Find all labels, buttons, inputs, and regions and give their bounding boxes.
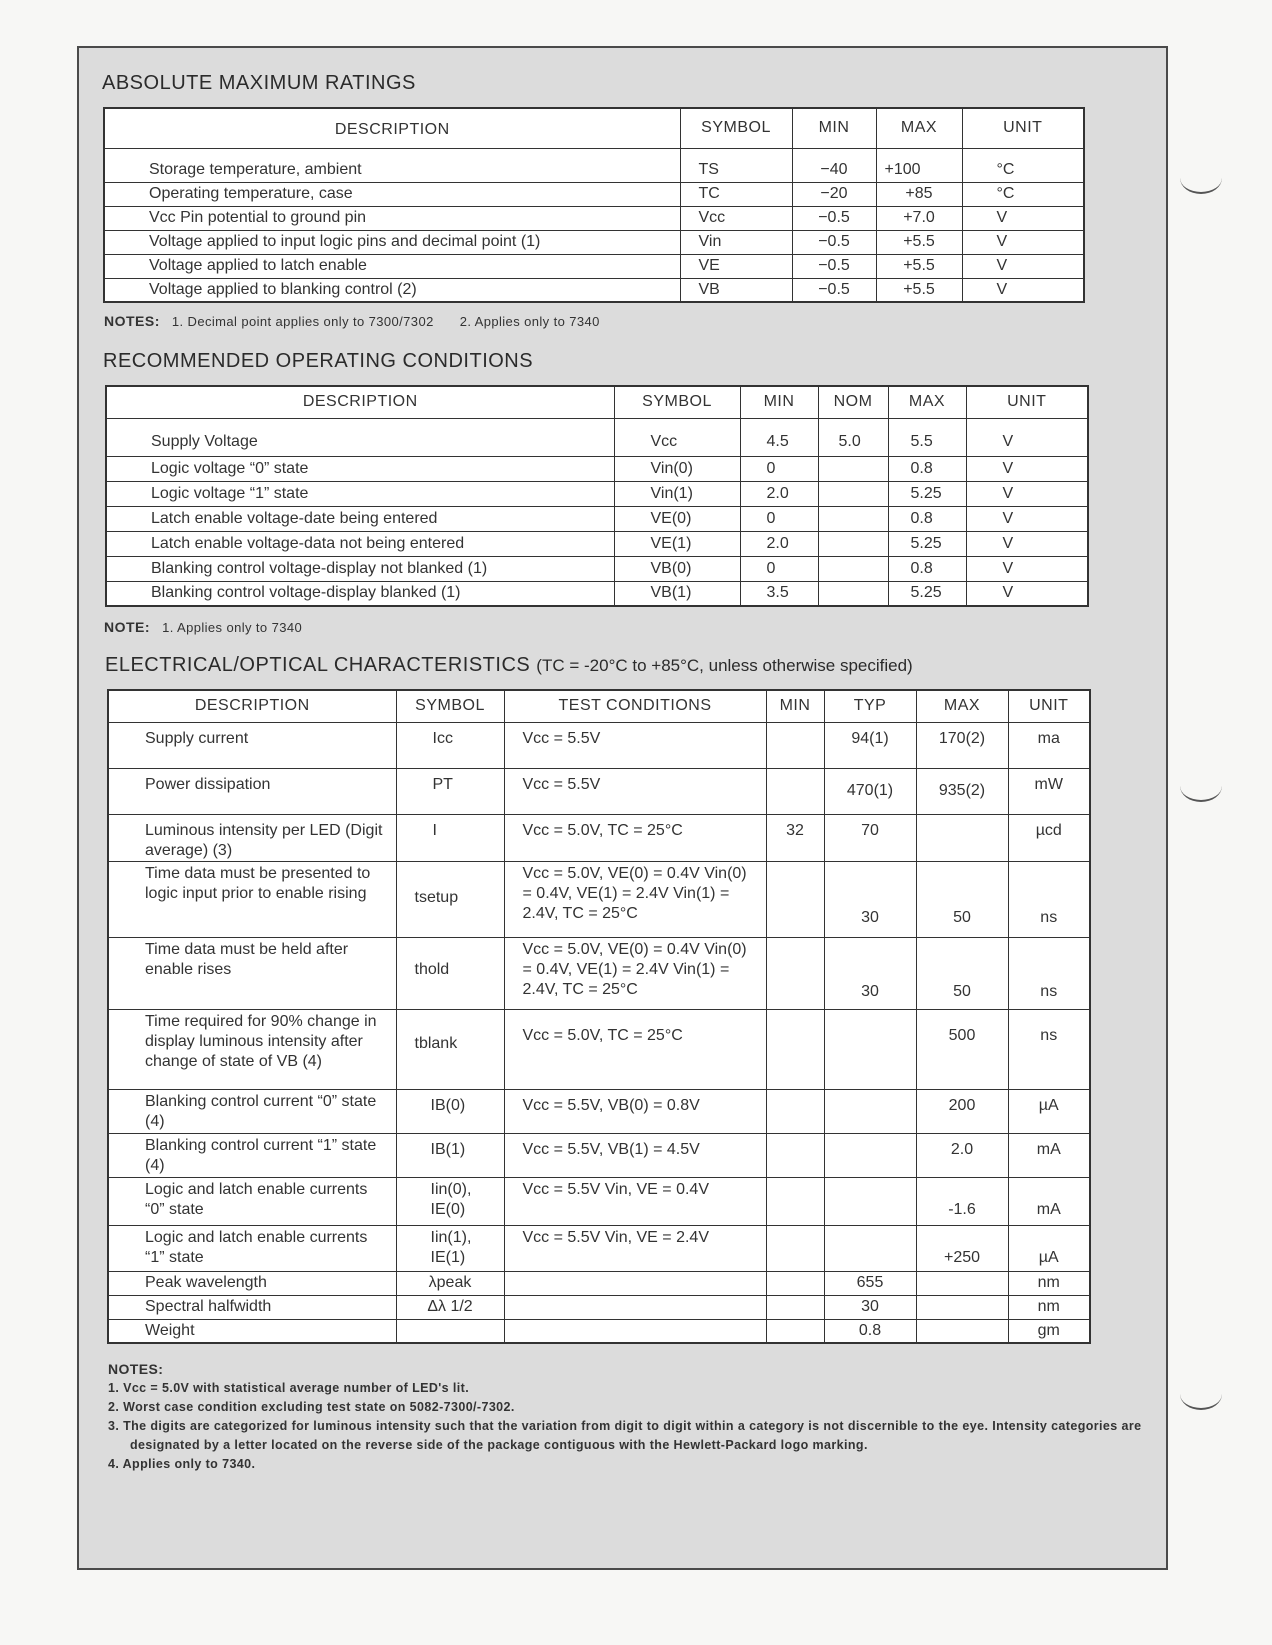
table-row: [104, 230, 1084, 254]
cell-symbol: VB(0): [614, 556, 740, 581]
cell-test-conditions: Vcc = 5.5V: [504, 722, 766, 768]
cell-symbol: IB(0): [396, 1089, 504, 1133]
cell-unit: V: [962, 278, 1084, 302]
cell-unit: V: [966, 531, 1088, 556]
cell-description: Blanking control voltage-display blanked (1): [106, 581, 614, 606]
cell-description: Logic and latch enable currents “0” state: [108, 1177, 396, 1225]
cell-min: 0: [740, 506, 818, 531]
cell-min: −0.5: [792, 206, 876, 230]
cell-description: Weight: [108, 1319, 396, 1343]
elec-table: [107, 689, 1091, 1344]
cell-min: [766, 1133, 824, 1177]
cell-typ: [824, 1089, 916, 1133]
cell-description: Voltage applied to latch enable: [104, 254, 680, 278]
cell-nom: 5.0: [818, 418, 888, 456]
note-item: 2. Applies only to 7340: [459, 314, 600, 329]
table-row: [104, 254, 1084, 278]
cell-min: 3.5: [740, 581, 818, 606]
table-row: [104, 278, 1084, 302]
cell-description: Vcc Pin potential to ground pin: [104, 206, 680, 230]
cell-description: Blanking control current “0” state (4): [108, 1089, 396, 1133]
cell-max: 5.25: [888, 531, 966, 556]
cell-symbol: tblank: [396, 1009, 504, 1089]
note-item: 1. Decimal point applies only to 7300/7302: [171, 314, 434, 329]
note-item: 2. Worst case condition excluding test state on 5082-7300/-7302.: [108, 1400, 515, 1414]
col-header: TYP: [824, 690, 916, 722]
cell-test-conditions: Vcc = 5.0V, VE(0) = 0.4V Vin(0) = 0.4V, VE(1) = 2.4V Vin(1) = 2.4V, TC = 25°C: [504, 937, 766, 1009]
cell-unit: ma: [1008, 722, 1090, 768]
cell-max: 0.8: [888, 456, 966, 481]
cell-unit: V: [962, 230, 1084, 254]
cell-max: 935(2): [916, 768, 1008, 814]
cell-min: [766, 1295, 824, 1319]
cell-typ: 30: [824, 1295, 916, 1319]
cell-test-conditions: [504, 1295, 766, 1319]
cell-description: Supply Voltage: [106, 418, 614, 456]
cell-typ: 70: [824, 814, 916, 861]
cell-description: Supply current: [108, 722, 396, 768]
cell-description: Logic voltage “1” state: [106, 481, 614, 506]
cell-typ: 94(1): [824, 722, 916, 768]
cell-min: [766, 1089, 824, 1133]
cell-max: +5.5: [876, 278, 962, 302]
cell-max: -1.6: [916, 1177, 1008, 1225]
col-header: UNIT: [962, 108, 1084, 148]
cell-unit: gm: [1008, 1319, 1090, 1343]
table-row: [108, 722, 1090, 768]
cell-min: [766, 937, 824, 1009]
col-header: MAX: [888, 386, 966, 418]
cell-max: +85: [876, 182, 962, 206]
table-row: [108, 1133, 1090, 1177]
cell-description: Power dissipation: [108, 768, 396, 814]
elec-title: [105, 654, 913, 677]
cell-symbol: Δλ 1/2: [396, 1295, 504, 1319]
cell-unit: ns: [1008, 937, 1090, 1009]
cell-max: 170(2): [916, 722, 1008, 768]
cell-typ: 30: [824, 937, 916, 1009]
cell-symbol: Iin(0), IE(0): [396, 1177, 504, 1225]
cell-nom: [818, 481, 888, 506]
cell-max: 5.5: [888, 418, 966, 456]
cell-description: Logic voltage “0” state: [106, 456, 614, 481]
table-row: [108, 861, 1090, 937]
cell-max: [916, 814, 1008, 861]
cell-symbol: VE(0): [614, 506, 740, 531]
abs-max-table: [103, 107, 1085, 303]
note-item: 4. Applies only to 7340.: [108, 1457, 256, 1471]
abs-max-notes: [104, 313, 622, 329]
table-row: [104, 182, 1084, 206]
cell-typ: 470(1): [824, 768, 916, 814]
cell-unit: µcd: [1008, 814, 1090, 861]
table-row: [108, 1177, 1090, 1225]
cell-max: 0.8: [888, 556, 966, 581]
elec-condition: (TC = -20°C to +85°C, unless otherwise specified): [536, 656, 913, 675]
table-row: [106, 506, 1088, 531]
table-row: [106, 556, 1088, 581]
cell-unit: V: [966, 418, 1088, 456]
col-header: TEST CONDITIONS: [504, 690, 766, 722]
table-row: [106, 581, 1088, 606]
cell-symbol: λpeak: [396, 1271, 504, 1295]
table-row: [104, 206, 1084, 230]
table-header-row: [108, 690, 1090, 722]
cell-test-conditions: Vcc = 5.5V: [504, 768, 766, 814]
cell-max: +7.0: [876, 206, 962, 230]
cell-unit: mA: [1008, 1177, 1090, 1225]
cell-description: Time data must be held after enable rises: [108, 937, 396, 1009]
cell-test-conditions: Vcc = 5.0V, TC = 25°C: [504, 1009, 766, 1089]
cell-nom: [818, 556, 888, 581]
cell-max: 2.0: [916, 1133, 1008, 1177]
table-row: [106, 481, 1088, 506]
table-row: [106, 531, 1088, 556]
cell-symbol: VE: [680, 254, 792, 278]
cell-min: 2.0: [740, 481, 818, 506]
cell-min: −0.5: [792, 254, 876, 278]
cell-symbol: Icc: [396, 722, 504, 768]
cell-min: [766, 861, 824, 937]
cell-unit: ns: [1008, 861, 1090, 937]
cell-description: Latch enable voltage-date being entered: [106, 506, 614, 531]
cell-description: Time required for 90% change in display luminous intensity after change of state of VB (4): [108, 1009, 396, 1089]
cell-max: [916, 1319, 1008, 1343]
cell-max: 500: [916, 1009, 1008, 1089]
rec-op-title: RECOMMENDED OPERATING CONDITIONS: [103, 350, 534, 372]
cell-description: Storage temperature, ambient: [104, 148, 680, 182]
cell-test-conditions: Vcc = 5.5V Vin, VE = 2.4V: [504, 1225, 766, 1271]
rec-op-table: [105, 385, 1089, 607]
cell-unit: V: [966, 481, 1088, 506]
col-header: MIN: [766, 690, 824, 722]
cell-unit: V: [966, 456, 1088, 481]
cell-test-conditions: Vcc = 5.5V, VB(1) = 4.5V: [504, 1133, 766, 1177]
cell-symbol: Iin(1), IE(1): [396, 1225, 504, 1271]
cell-test-conditions: Vcc = 5.0V, TC = 25°C: [504, 814, 766, 861]
cell-description: Logic and latch enable currents “1” state: [108, 1225, 396, 1271]
cell-description: Operating temperature, case: [104, 182, 680, 206]
notes-label: NOTE:: [104, 619, 151, 635]
cell-unit: ns: [1008, 1009, 1090, 1089]
cell-nom: [818, 531, 888, 556]
col-header: MAX: [876, 108, 962, 148]
cell-description: Blanking control current “1” state (4): [108, 1133, 396, 1177]
cell-min: −0.5: [792, 278, 876, 302]
cell-test-conditions: Vcc = 5.0V, VE(0) = 0.4V Vin(0) = 0.4V, VE(1) = 2.4V Vin(1) = 2.4V, TC = 25°C: [504, 861, 766, 937]
cell-nom: [818, 456, 888, 481]
cell-test-conditions: Vcc = 5.5V, VB(0) = 0.8V: [504, 1089, 766, 1133]
col-header: DESCRIPTION: [108, 690, 396, 722]
cell-unit: mA: [1008, 1133, 1090, 1177]
note-item: 1. Applies only to 7340: [162, 620, 303, 635]
notes-label: NOTES:: [108, 1361, 164, 1377]
cell-symbol: VB: [680, 278, 792, 302]
col-header: UNIT: [1008, 690, 1090, 722]
cell-min: −20: [792, 182, 876, 206]
table-row: [104, 148, 1084, 182]
cell-min: [766, 1177, 824, 1225]
cell-typ: [824, 1009, 916, 1089]
cell-test-conditions: [504, 1319, 766, 1343]
cell-symbol: VE(1): [614, 531, 740, 556]
notes-label: NOTES:: [104, 313, 160, 329]
cell-min: [766, 1225, 824, 1271]
cell-unit: °C: [962, 182, 1084, 206]
binder-hole-mark: [1180, 770, 1222, 802]
cell-description: Luminous intensity per LED (Digit average) (3): [108, 814, 396, 861]
cell-max: +250: [916, 1225, 1008, 1271]
note-item: 3. The digits are categorized for luminous intensity such that the variation from digit to digit within a category is not discernible to the eye. Intensity categories are designated by a letter located on the reverse side of the package contiguous with the Hewlett-Packard logo marking.: [108, 1419, 1142, 1452]
col-header: MIN: [740, 386, 818, 418]
table-row: [108, 1271, 1090, 1295]
cell-symbol: I: [396, 814, 504, 861]
table-row: [106, 418, 1088, 456]
cell-min: [766, 768, 824, 814]
cell-min: −40: [792, 148, 876, 182]
cell-max: 200: [916, 1089, 1008, 1133]
cell-description: Time data must be presented to logic input prior to enable rising: [108, 861, 396, 937]
cell-min: 32: [766, 814, 824, 861]
cell-symbol: IB(1): [396, 1133, 504, 1177]
cell-symbol: TC: [680, 182, 792, 206]
cell-symbol: Vcc: [614, 418, 740, 456]
cell-max: [916, 1295, 1008, 1319]
table-row: [108, 1319, 1090, 1343]
cell-description: Latch enable voltage-data not being entered: [106, 531, 614, 556]
col-header: UNIT: [966, 386, 1088, 418]
cell-description: Peak wavelength: [108, 1271, 396, 1295]
cell-max: 5.25: [888, 581, 966, 606]
cell-unit: °C: [962, 148, 1084, 182]
cell-typ: [824, 1177, 916, 1225]
cell-symbol: TS: [680, 148, 792, 182]
cell-symbol: PT: [396, 768, 504, 814]
cell-min: 0: [740, 456, 818, 481]
cell-min: 2.0: [740, 531, 818, 556]
cell-unit: V: [962, 254, 1084, 278]
cell-test-conditions: [504, 1271, 766, 1295]
note-item: 1. Vcc = 5.0V with statistical average number of LED's lit.: [108, 1381, 470, 1395]
cell-unit: V: [962, 206, 1084, 230]
table-row: [108, 937, 1090, 1009]
cell-min: [766, 1271, 824, 1295]
cell-max: 50: [916, 937, 1008, 1009]
cell-unit: V: [966, 556, 1088, 581]
cell-max: +5.5: [876, 254, 962, 278]
cell-typ: [824, 1133, 916, 1177]
col-header: SYMBOL: [396, 690, 504, 722]
cell-max: +100: [876, 148, 962, 182]
col-header: MIN: [792, 108, 876, 148]
cell-max: +5.5: [876, 230, 962, 254]
cell-symbol: tsetup: [396, 861, 504, 937]
bottom-notes: [108, 1360, 1158, 1474]
table-row: [108, 814, 1090, 861]
cell-description: Voltage applied to blanking control (2): [104, 278, 680, 302]
cell-min: 0: [740, 556, 818, 581]
cell-description: Blanking control voltage-display not blanked (1): [106, 556, 614, 581]
table-row: [108, 768, 1090, 814]
cell-unit: V: [966, 506, 1088, 531]
cell-min: [766, 722, 824, 768]
cell-unit: mW: [1008, 768, 1090, 814]
table-header-row: [106, 386, 1088, 418]
cell-test-conditions: Vcc = 5.5V Vin, VE = 0.4V: [504, 1177, 766, 1225]
table-row: [108, 1225, 1090, 1271]
binder-hole-mark: [1180, 162, 1222, 194]
table-header-row: [104, 108, 1084, 148]
col-header: DESCRIPTION: [104, 108, 680, 148]
cell-symbol: [396, 1319, 504, 1343]
cell-unit: µA: [1008, 1089, 1090, 1133]
col-header: SYMBOL: [614, 386, 740, 418]
cell-symbol: Vin: [680, 230, 792, 254]
abs-max-title: ABSOLUTE MAXIMUM RATINGS: [102, 72, 416, 94]
cell-symbol: Vin(1): [614, 481, 740, 506]
cell-description: Spectral halfwidth: [108, 1295, 396, 1319]
elec-title-text: ELECTRICAL/OPTICAL CHARACTERISTICS: [105, 654, 531, 676]
cell-nom: [818, 506, 888, 531]
table-row: [108, 1009, 1090, 1089]
table-row: [108, 1295, 1090, 1319]
cell-typ: 0.8: [824, 1319, 916, 1343]
cell-max: 50: [916, 861, 1008, 937]
cell-typ: 30: [824, 861, 916, 937]
cell-max: [916, 1271, 1008, 1295]
cell-description: Voltage applied to input logic pins and decimal point (1): [104, 230, 680, 254]
cell-unit: nm: [1008, 1271, 1090, 1295]
cell-min: 4.5: [740, 418, 818, 456]
cell-nom: [818, 581, 888, 606]
cell-max: 0.8: [888, 506, 966, 531]
col-header: SYMBOL: [680, 108, 792, 148]
cell-unit: nm: [1008, 1295, 1090, 1319]
cell-min: −0.5: [792, 230, 876, 254]
col-header: NOM: [818, 386, 888, 418]
cell-symbol: VB(1): [614, 581, 740, 606]
table-row: [108, 1089, 1090, 1133]
cell-unit: V: [966, 581, 1088, 606]
table-row: [106, 456, 1088, 481]
col-header: DESCRIPTION: [106, 386, 614, 418]
cell-typ: [824, 1225, 916, 1271]
cell-symbol: Vin(0): [614, 456, 740, 481]
cell-typ: 655: [824, 1271, 916, 1295]
col-header: MAX: [916, 690, 1008, 722]
cell-min: [766, 1009, 824, 1089]
cell-min: [766, 1319, 824, 1343]
cell-max: 5.25: [888, 481, 966, 506]
cell-symbol: Vcc: [680, 206, 792, 230]
rec-op-notes: [104, 619, 324, 635]
cell-unit: µA: [1008, 1225, 1090, 1271]
binder-hole-mark: [1180, 1378, 1222, 1410]
cell-symbol: thold: [396, 937, 504, 1009]
